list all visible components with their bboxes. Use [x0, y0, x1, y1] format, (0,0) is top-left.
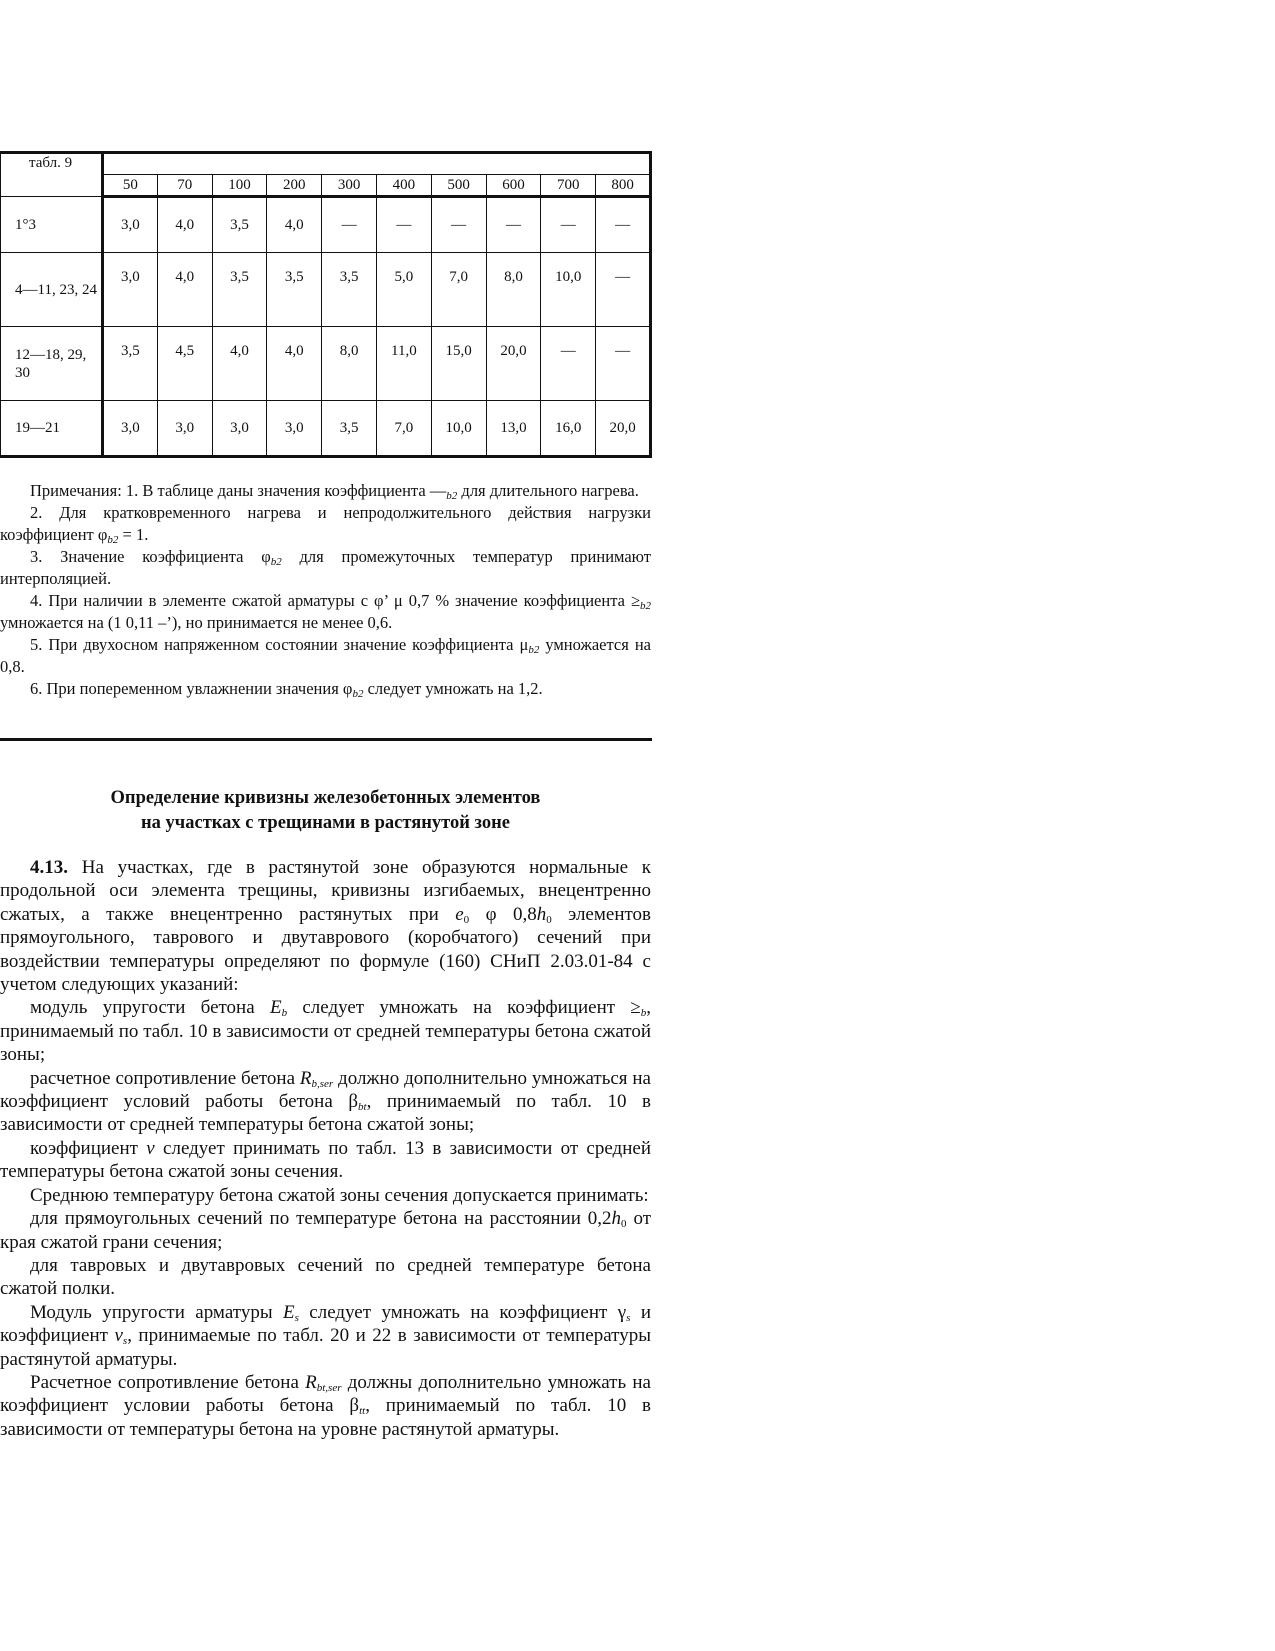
column-header: 800 — [596, 175, 651, 197]
table-cell: 3,5 — [212, 253, 267, 327]
table-title-row — [1, 153, 651, 175]
table-cell: 16,0 — [541, 401, 596, 457]
table-cell: 7,0 — [431, 253, 486, 327]
table-cell: 10,0 — [541, 253, 596, 327]
column-header: 400 — [376, 175, 431, 197]
table-cell: 3,0 — [157, 401, 212, 457]
table-cell: 3,5 — [212, 197, 267, 253]
body-text — [0, 856, 651, 1441]
row-label: 1°3 — [1, 197, 103, 253]
table-cell: 13,0 — [486, 401, 541, 457]
table-cell: 3,0 — [212, 401, 267, 457]
column-header: 100 — [212, 175, 267, 197]
note-1: Примечания: 1. В таблице даны значения коэффициента $—_{b2}$ для длительного нагрева. — [30, 481, 639, 502]
clause-number: 4.13. — [30, 857, 68, 878]
row-label: 19—21 — [1, 401, 103, 457]
table-cell: 8,0 — [322, 327, 377, 401]
table-cell: — — [431, 197, 486, 253]
table-cell: — — [541, 197, 596, 253]
column-header: 700 — [541, 175, 596, 197]
paragraph: коэффициент v следует принимать по табл. 13 в зависимости от средней температуры бетона сжатой зоны сечения. — [0, 1137, 651, 1183]
paragraph: для тавровых и двутавровых сечений по средней температуре бетона сжатой полки. — [0, 1254, 651, 1300]
note-2: 2. Для кратковременного нагрева и непродолжительного действия нагрузки коэффициент $\varphi_{b2} = 1$. — [0, 503, 651, 546]
table-cell: 3,5 — [103, 327, 158, 401]
note-4: 4. При наличии в элементе сжатой арматуры с φ’ μ 0,7 % значение коэффициента $\ge_{b2}$ умножается на (1 0,11 –’), но принимается не менее 0,6. — [0, 591, 651, 632]
heading-line-1: Определение кривизны железобетонных элементов — [110, 788, 541, 808]
table-cell: 4,0 — [157, 197, 212, 253]
paragraph-4-13: 4.13. На участках, где в растянутой зоне образуются нормальные к продольной оси элемента трещины, кривизны изгибаемых, внецентренно сжатых, а также внецентренно растянутых при $e_0$ φ $0,8h_0$ элементов прямоугольного, таврового и двутаврового (коробчатого) сечений при воздействии температуры определяют по формуле (160) СНиП 2.03.01-84 с учетом следующих указаний: — [0, 857, 652, 996]
table-cell: — — [486, 197, 541, 253]
note-3: 3. Значение коэффициента $\varphi_{b2}$ для промежуточных температур принимают интерполяцией. — [0, 547, 651, 588]
column-header: 50 — [103, 175, 158, 197]
table-row — [1, 197, 651, 253]
table-cell: — — [376, 197, 431, 253]
table-cell: 11,0 — [376, 327, 431, 401]
table-row — [1, 327, 651, 401]
heading-line-2: на участках с трещинами в растянутой зоне — [141, 813, 510, 833]
table-cell: 3,5 — [322, 253, 377, 327]
paragraph: Расчетное сопротивление бетона $R_{bt,ser}$ должны дополнительно умножать на коэффициент условии работы бетона $\beta_{tt}$, принимаемый по табл. 10 в зависимости от температуры бетона на уровне растянутой арматуры. — [0, 1371, 651, 1440]
table-cell: 3,0 — [103, 401, 158, 457]
paragraph: модуль упругости бетона $E_b$ следует умножать на коэффициент $\ge_b$, принимаемый по табл. 10 в зависимости от средней температуры бетона сжатой зоны; — [0, 997, 652, 1066]
table-cell: — — [596, 327, 651, 401]
table-cell: 4,0 — [157, 253, 212, 327]
row-label: 4—11, 23, 24 — [1, 253, 103, 327]
table-corner-label: табл. 9 — [1, 153, 103, 197]
table-cell: 20,0 — [486, 327, 541, 401]
table-row — [1, 401, 651, 457]
table-cell: — — [596, 197, 651, 253]
paragraph: Среднюю температуру бетона сжатой зоны сечения допускается принимать: — [30, 1184, 649, 1206]
table-cell: 20,0 — [596, 401, 651, 457]
table-cell: — — [596, 253, 651, 327]
table-cell: 4,0 — [267, 197, 322, 253]
section-heading — [0, 786, 651, 836]
table-cell: 7,0 — [376, 401, 431, 457]
column-header: 70 — [157, 175, 212, 197]
table-cell: — — [541, 327, 596, 401]
table-cell: 5,0 — [376, 253, 431, 327]
table-notes — [0, 480, 651, 700]
table-cell: 3,0 — [103, 253, 158, 327]
table-cell: 4,0 — [267, 327, 322, 401]
column-header: 600 — [486, 175, 541, 197]
table-cell: 4,0 — [212, 327, 267, 401]
row-label: 12—18, 29, 30 — [1, 327, 103, 401]
paragraph: Модуль упругости арматуры $E_s$ следует умножать на коэффициент $\gamma_s$ и коэффициент $v_s$, принимаемые по табл. 20 и 22 в зависимости от температуры растянутой арматуры. — [0, 1301, 652, 1370]
table-cell: 4,5 — [157, 327, 212, 401]
column-header: 300 — [322, 175, 377, 197]
table-cell: 15,0 — [431, 327, 486, 401]
table-cell: 3,0 — [267, 401, 322, 457]
table-cell: 3,0 — [103, 197, 158, 253]
column-header: 200 — [267, 175, 322, 197]
paragraph: для прямоугольных сечений по температуре бетона на расстоянии $0,2h_0$ от края сжатой грани сечения; — [0, 1208, 651, 1253]
table-cell: 3,5 — [267, 253, 322, 327]
table-row — [1, 253, 651, 327]
coefficient-table — [0, 151, 652, 458]
column-header: 500 — [431, 175, 486, 197]
note-5: 5. При двухосном напряженном состоянии значение коэффициента $\mu_{b2}$ умножается на 0,8. — [0, 635, 651, 676]
table-cell: — — [322, 197, 377, 253]
table-cell: 3,5 — [322, 401, 377, 457]
note-6: 6. При попеременном увлажнении значения $\varphi_{b2}$ следует умножать на 1,2. — [30, 679, 543, 700]
table-cell: 8,0 — [486, 253, 541, 327]
section-divider — [0, 738, 652, 741]
paragraph: расчетное сопротивление бетона $R_{b,ser}$ должно дополнительно умножаться на коэффициент условий работы бетона $\beta_{bt}$, принимаемый по табл. 10 в зависимости от средней температуры бетона сжатой зоны; — [0, 1067, 652, 1136]
table-cell: 10,0 — [431, 401, 486, 457]
